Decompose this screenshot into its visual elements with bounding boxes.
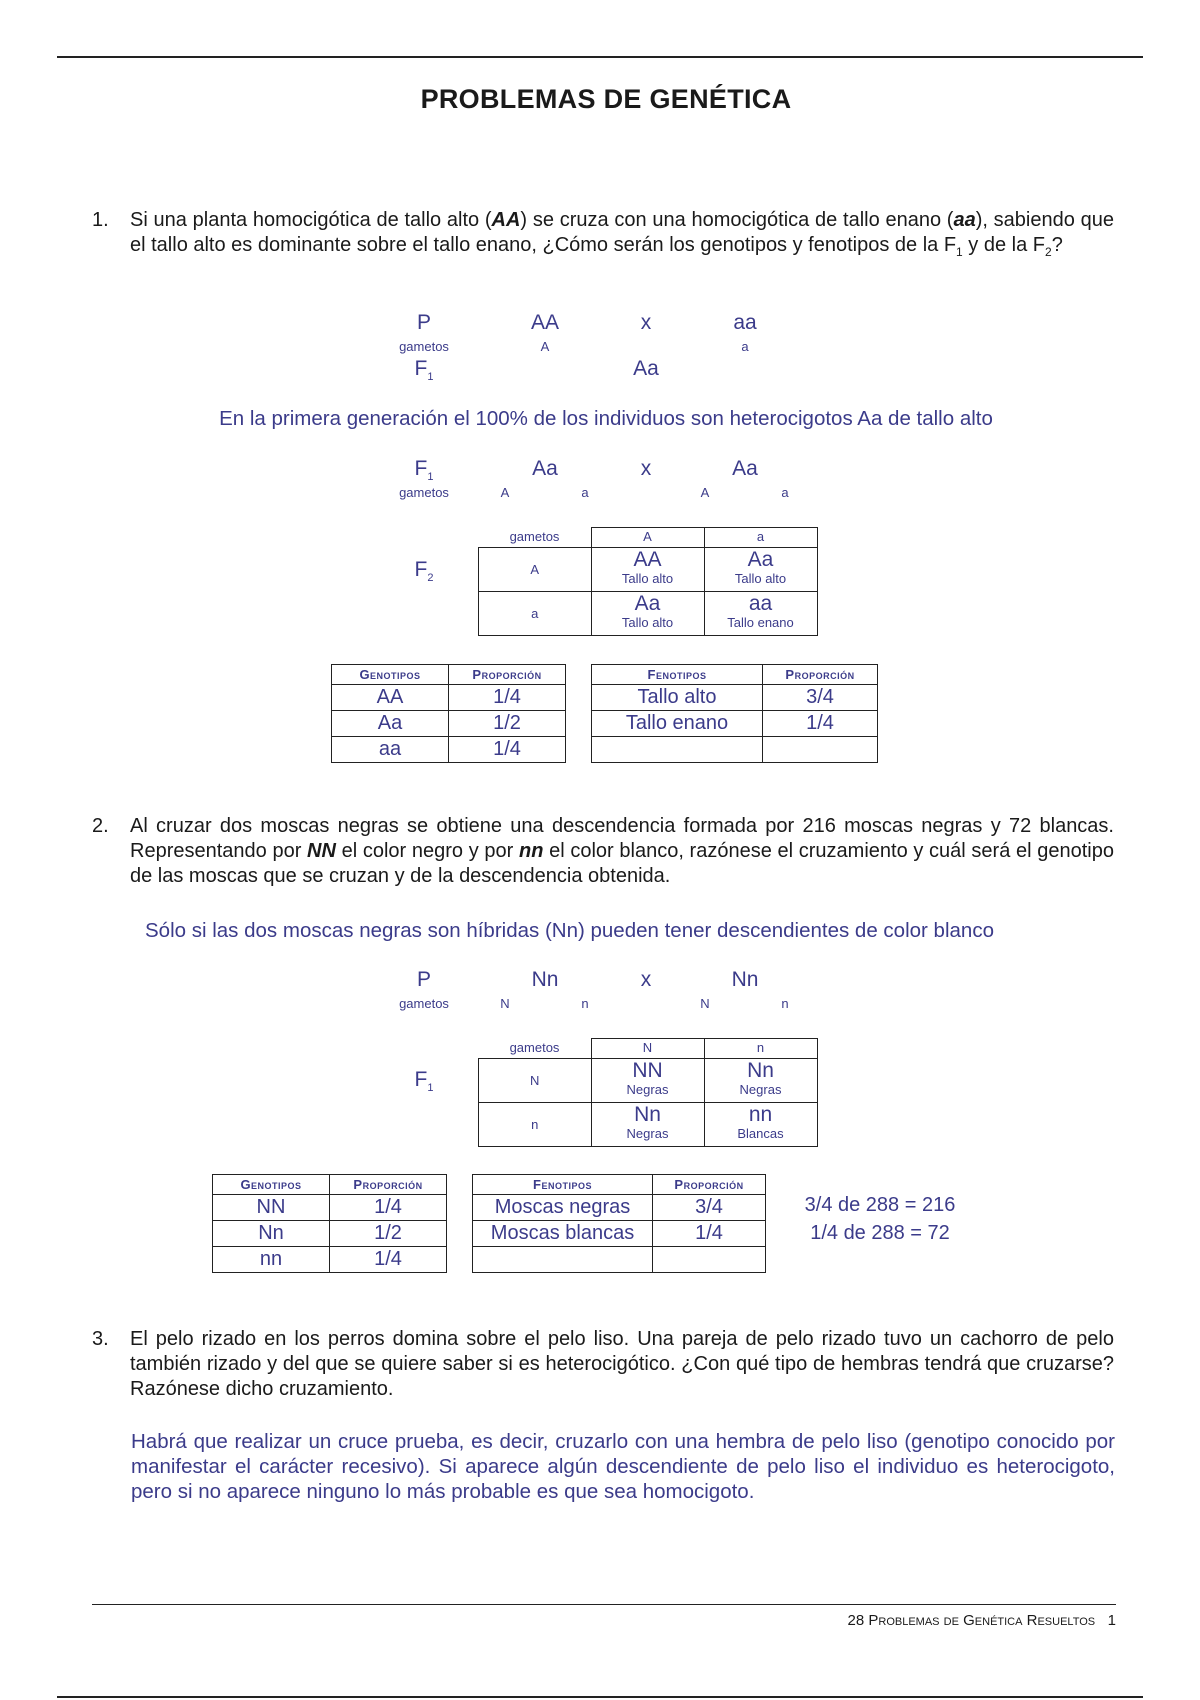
- page-title: PROBLEMAS DE GENÉTICA: [420, 84, 792, 114]
- punnett-square: [478, 1038, 818, 1147]
- table-row: [473, 1247, 766, 1273]
- table-header: Proporción: [653, 1175, 766, 1195]
- punnett-cell: Aa Tallo alto: [591, 592, 704, 636]
- question-1: [92, 208, 1114, 265]
- answer-3: Habrá que realizar un cruce prueba, es decir, cruzarlo con una hembra de pelo liso (genotipo conocido por manifestar el carácter recesivo). Si aparece algún descendiente de pelo liso el individuo es heterocigoto, pero si no aparece ninguno lo más probable es que sea homocigoto.: [131, 1430, 1115, 1503]
- table-row: Nn 1/2: [213, 1221, 447, 1247]
- cross-x: x: [640, 968, 652, 991]
- punnett-corner: gametos: [479, 528, 592, 548]
- punnett-cell: NN Negras: [591, 1059, 704, 1103]
- punnett-cell: Nn Negras: [591, 1103, 704, 1147]
- gamete: n: [581, 996, 589, 1011]
- gametos-label: gametos: [399, 339, 449, 354]
- question-text: El pelo rizado en los perros domina sobre el pelo liso. Una pareja de pelo rizado tuvo un cachorro de pelo también rizado y del que se quiere saber si es heterocigótico. ¿Con qué tipo de hembras tendrá que cruzarse? Razónese dicho cruzamiento.: [130, 1328, 1114, 1400]
- gamete: a: [581, 485, 589, 500]
- table-header: Proporción: [763, 665, 878, 685]
- question-number: 2.: [92, 815, 109, 837]
- answer-1: En la primera generación el 100% de los individuos son heterocigotos Aa de tallo alto: [219, 407, 993, 430]
- f1-label: $F_1$: [414, 1068, 434, 1095]
- punnett-col-header: N: [591, 1039, 704, 1059]
- punnett-row-header: n: [479, 1103, 592, 1147]
- punnett-cell: Aa Tallo alto: [704, 548, 817, 592]
- question-number: 1.: [92, 209, 109, 231]
- top-rule: [57, 56, 1143, 58]
- gamete: A: [540, 339, 550, 354]
- punnett-square: [478, 527, 818, 636]
- calculation-negras: 3/4 de 288 = 216: [804, 1194, 956, 1216]
- punnett-cell: nn Blancas: [704, 1103, 817, 1147]
- footer-title: 28 Problemas de Genética Resueltos: [847, 1612, 1096, 1629]
- parent-1: Aa: [532, 457, 558, 480]
- f1-result: Aa: [633, 357, 659, 380]
- gamete: a: [741, 339, 749, 354]
- answer-2: Sólo si las dos moscas negras son híbridas (Nn) pueden tener descendientes de color blanco: [145, 919, 994, 942]
- question-number: 3.: [92, 1328, 109, 1350]
- gamete: a: [781, 485, 789, 500]
- table-header: Fenotipos: [592, 665, 763, 685]
- page-footer: [848, 1612, 1116, 1629]
- table-row: Aa 1/2: [332, 711, 566, 737]
- punnett-row-header: N: [479, 1059, 592, 1103]
- gamete: N: [700, 996, 710, 1011]
- table-row: Tallo alto 3/4: [592, 685, 878, 711]
- cross-x: x: [640, 311, 652, 334]
- gamete: n: [781, 996, 789, 1011]
- gamete: N: [500, 996, 510, 1011]
- punnett-col-header: A: [591, 528, 704, 548]
- question-3: [92, 1327, 1114, 1402]
- cross-p-label: P: [416, 311, 431, 334]
- question-text: Al cruzar dos moscas negras se obtiene una descendencia formada por 216 moscas negras y 72 blancas. Representando por NN el color negro y por nn el color blanco, razónese el cruzamiento y cuál será el genotipo de las moscas que se cruzan y de la descendencia obtenida.: [130, 815, 1114, 887]
- parent-2: Aa: [732, 457, 758, 480]
- gamete: A: [700, 485, 710, 500]
- table-header: Fenotipos: [473, 1175, 653, 1195]
- genotype-table: [212, 1174, 447, 1273]
- page-number: 1: [1107, 1612, 1116, 1629]
- punnett-cell: AA Tallo alto: [591, 548, 704, 592]
- parent-2: aa: [733, 311, 757, 334]
- cross-x: x: [640, 457, 652, 480]
- gamete: A: [500, 485, 510, 500]
- punnett-col-header: n: [704, 1039, 817, 1059]
- punnett-corner: gametos: [479, 1039, 592, 1059]
- parent-1: AA: [530, 311, 559, 334]
- punnett-row-header: a: [479, 592, 592, 636]
- table-header: Proporción: [330, 1175, 447, 1195]
- table-header: Genotipos: [213, 1175, 330, 1195]
- parent-2: Nn: [731, 968, 759, 991]
- cross-p-label: P: [416, 968, 431, 991]
- table-row: nn 1/4: [213, 1247, 447, 1273]
- table-row: Moscas blancas 1/4: [473, 1221, 766, 1247]
- parent-1: Nn: [531, 968, 559, 991]
- question-text: Si una planta homocigótica de tallo alto (AA) se cruza con una homocigótica de tallo enano (aa), sabiendo que el tallo alto es dominante sobre el tallo enano, ¿Cómo serán los genotipos y fenotipos de la $F_1$ y de la $F_2$?: [130, 209, 1114, 259]
- genotype-table: [331, 664, 566, 763]
- punnett-row-header: A: [479, 548, 592, 592]
- table-header: Proporción: [449, 665, 566, 685]
- table-row: NN 1/4: [213, 1195, 447, 1221]
- table-row: Tallo enano 1/4: [592, 711, 878, 737]
- punnett-cell: Nn Negras: [704, 1059, 817, 1103]
- table-row: aa 1/4: [332, 737, 566, 763]
- phenotype-table: [591, 664, 878, 763]
- phenotype-table: [472, 1174, 766, 1273]
- question-2: [92, 814, 1114, 889]
- calculation-blancas: 1/4 de 288 = 72: [810, 1222, 950, 1244]
- punnett-col-header: a: [704, 528, 817, 548]
- bottom-rule: [57, 1696, 1143, 1698]
- f1-label: $F_1$: [414, 357, 434, 384]
- gametos-label: gametos: [399, 996, 449, 1011]
- punnett-cell: aa Tallo enano: [704, 592, 817, 636]
- table-row: [592, 737, 878, 763]
- table-row: Moscas negras 3/4: [473, 1195, 766, 1221]
- f1-label: $F_1$: [414, 457, 434, 484]
- table-row: AA 1/4: [332, 685, 566, 711]
- table-header: Genotipos: [332, 665, 449, 685]
- footer-rule: [92, 1604, 1116, 1605]
- f2-label: $F_2$: [414, 558, 434, 585]
- gametos-label: gametos: [399, 485, 449, 500]
